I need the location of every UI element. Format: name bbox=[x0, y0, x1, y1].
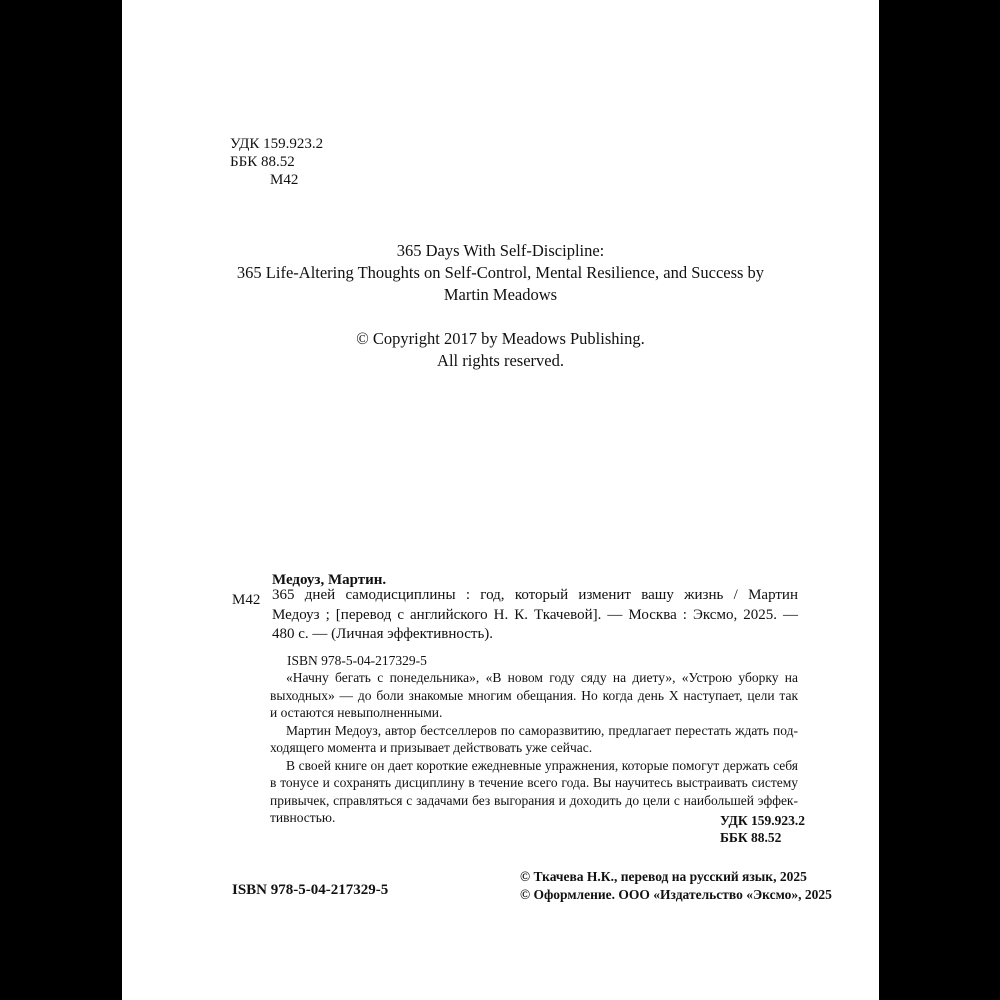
cip-entry-line: Медоуз ; [перевод с английского Н. К. Ткачевой]. — Москва : Эксмо, 2025. — bbox=[272, 606, 798, 623]
annotation-line: в тонусе и сохранять дисциплину в течение всего года. Вы научитесь выстраивать систему bbox=[270, 775, 798, 790]
annotation-line: выходных» — до боли знакомые многим обещания. Но когда день Х наступает, цели так bbox=[270, 687, 798, 703]
annotation-line: «Начну бегать с понедельника», «В новом году сяду на диету», «Устрою уборку на bbox=[286, 670, 798, 685]
book-page bbox=[122, 0, 879, 1000]
author-sign: М42 bbox=[270, 172, 299, 188]
copyright-design: © Оформление. ООО «Издательство «Эксмо», 2025 bbox=[520, 887, 832, 902]
annotation-paragraph bbox=[270, 669, 798, 722]
cip-bbk: ББК 88.52 bbox=[720, 830, 782, 845]
cip-entry-line: 365 дней самодисциплины : год, который изменит вашу жизнь / Мартин bbox=[272, 587, 798, 603]
original-title-line-2: 365 Life-Altering Thoughts on Self-Control, Mental Resilience, and Success by bbox=[236, 263, 765, 282]
cip-entry bbox=[272, 586, 798, 645]
cip-isbn: ISBN 978-5-04-217329-5 bbox=[287, 653, 427, 668]
cip-entry-line: 480 с. — (Личная эффективность). bbox=[272, 626, 494, 642]
cip-author-heading: Медоуз, Мартин. bbox=[272, 572, 387, 588]
cip-udk: УДК 159.923.2 bbox=[720, 813, 805, 828]
cip-sign: М42 bbox=[232, 592, 261, 608]
annotation-line: привычек, справляться с задачами без выгорания и доходить до цели с наибольшей эффек- bbox=[270, 792, 798, 808]
footer-isbn: ISBN 978-5-04-217329-5 bbox=[232, 882, 389, 898]
annotation-line: ходящего момента и призывает действовать уже сейчас. bbox=[270, 740, 593, 755]
annotation bbox=[270, 669, 798, 827]
annotation-paragraph bbox=[270, 722, 798, 757]
original-author: Martin Meadows bbox=[443, 285, 558, 304]
annotation-line: и остаются невыполненными. bbox=[270, 705, 443, 720]
rights-reserved: All rights reserved. bbox=[437, 351, 564, 370]
original-title-line-1: 365 Days With Self-Discipline: bbox=[396, 241, 605, 260]
annotation-line: тивностью. bbox=[270, 810, 336, 825]
annotation-line: В своей книге он дает короткие ежедневные упражнения, которые помогут держать себя bbox=[286, 757, 798, 773]
annotation-paragraph bbox=[270, 757, 798, 827]
annotation-line: Мартин Медоуз, автор бестселлеров по саморазвитию, предлагает перестать ждать под- bbox=[286, 722, 798, 738]
bbk-code: ББК 88.52 bbox=[230, 154, 295, 170]
copyright-translation: © Ткачева Н.К., перевод на русский язык, 2025 bbox=[520, 869, 807, 884]
original-copyright: © Copyright 2017 by Meadows Publishing. bbox=[356, 329, 645, 348]
udk-code: УДК 159.923.2 bbox=[230, 136, 324, 152]
